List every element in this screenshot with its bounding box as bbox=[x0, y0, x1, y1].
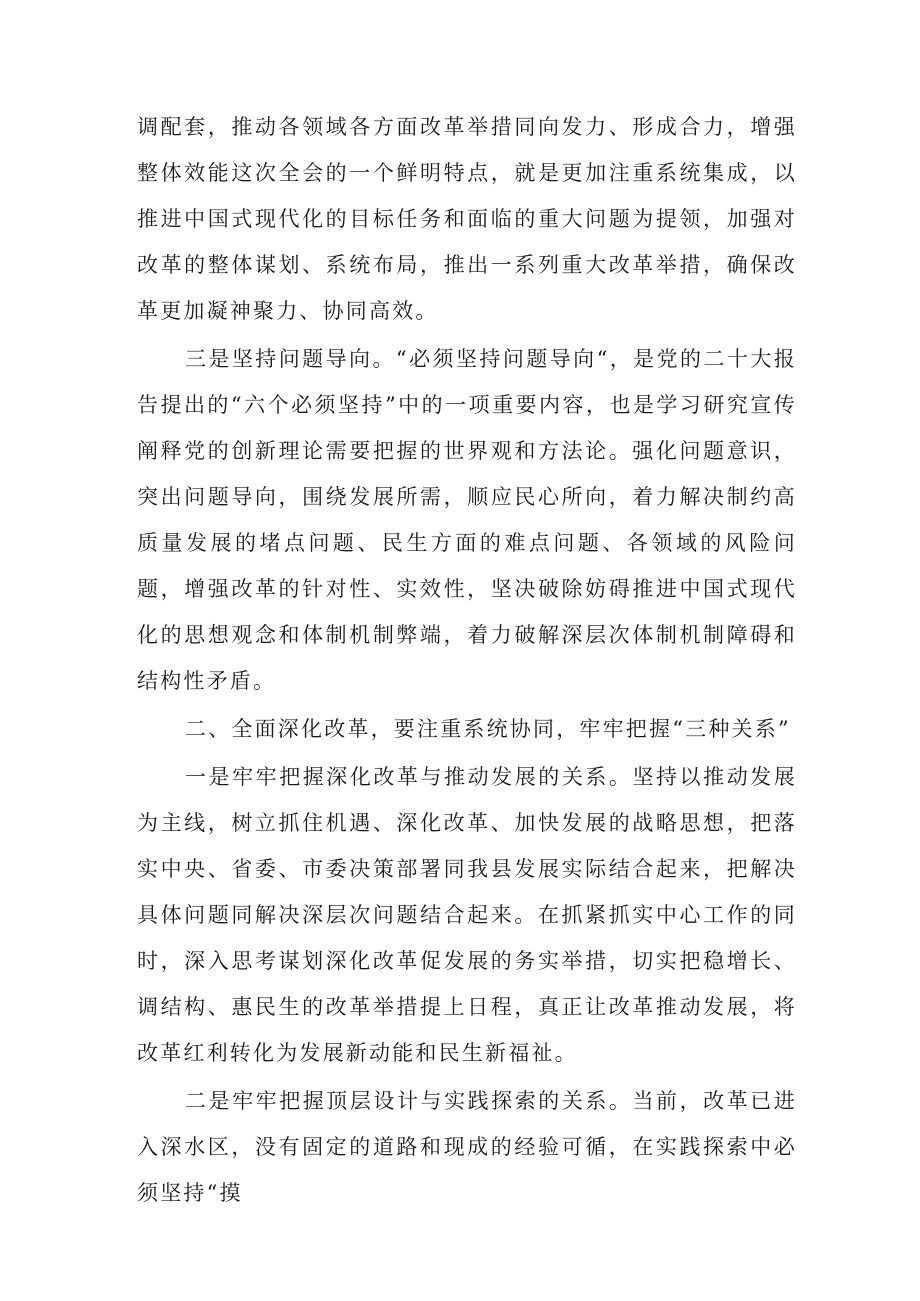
paragraph-point-one: 一是牢牢把握深化改革与推动发展的关系。坚持以推动发展为主线，树立抓住机遇、深化改革、加快发展的战略思想，把落实中央、省委、市委决策部署同我县发展实际结合起来，把解决具体问题同解决深层次问题结合起来。在抓紧抓实中心工作的同时，深入思考谋划深化改革促发展的务实举措，切实把稳增长、调结构、惠民生的改革举措提上日程，真正让改革推动发展，将改革红利转化为发展新动能和民生新福祉。 bbox=[137, 765, 797, 1065]
paragraph-point-two: 二是牢牢把握顶层设计与实践探索的关系。当前，改革已进入深水区，没有固定的道路和现成的经验可循，在实践探索中必须坚持“摸 bbox=[137, 1089, 797, 1205]
paragraph-point-three: 三是坚持问题导向。“必须坚持问题导向“，是党的二十大报告提出的“六个必须坚持”中的一项重要内容，也是学习研究宣传阐释党的创新理论需要把握的世界观和方法论。强化问题意识，突出问题导向，围绕发展所需，顺应民心所向，着力解决制约高质量发展的堵点问题、民生方面的难点问题、各领域的风险问题，增强改革的针对性、实效性，坚决破除妨碍推进中国式现代化的思想观念和体制机制弊端，着力破解深层次体制机制障碍和结构性矛盾。 bbox=[137, 347, 797, 693]
paragraph-continuation: 调配套，推动各领域各方面改革举措同向发力、形成合力，增强整体效能这次全会的一个鲜明特点，就是更加注重系统集成，以推进中国式现代化的目标任务和面临的重大问题为提领，加强对改革的整体谋划、系统布局，推出一系列重大改革举措，确保改革更加凝神聚力、协同高效。 bbox=[137, 115, 797, 323]
document-body bbox=[137, 104, 797, 1218]
section-heading-two: 二、全面深化改革，要注重系统协同，牢牢把握“三种关系” bbox=[185, 717, 791, 741]
